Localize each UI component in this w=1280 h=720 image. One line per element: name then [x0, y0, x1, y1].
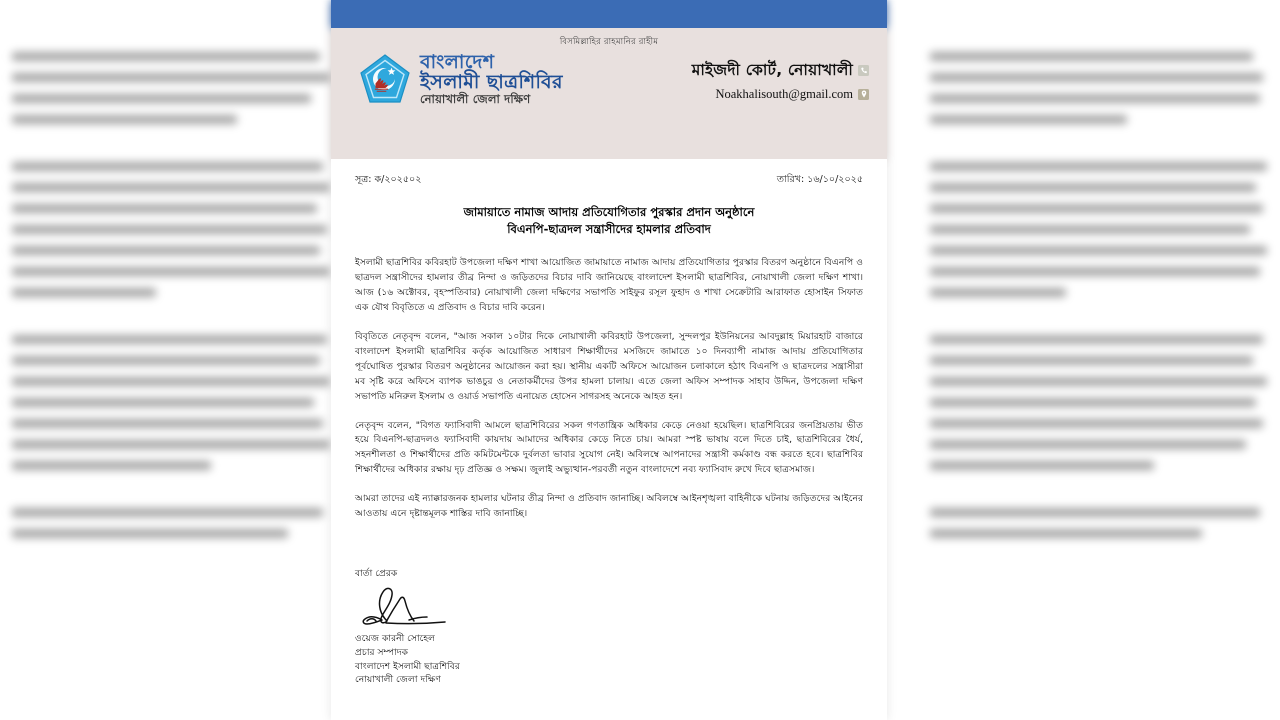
signer-designation: প্রচার সম্পাদক	[355, 646, 409, 658]
brand-line-3: নোয়াখালী জেলা দক্ষিণ	[420, 92, 531, 106]
bismillah-text: বিসমিল্লাহির রাহমানির রাহীম	[559, 37, 659, 47]
document-page	[331, 0, 887, 720]
contact-email: Noakhalisouth@gmail.com	[715, 86, 853, 101]
reference-number: সূত্র: ক/২০২৫০২	[355, 174, 422, 185]
background-text-right	[916, 0, 1280, 720]
contact-block	[692, 54, 873, 105]
sender-label: বার্তা প্রেরক	[355, 567, 398, 579]
document-body	[331, 159, 887, 687]
handwritten-signature-icon	[353, 583, 463, 629]
brand-line-2: ইসলামী ছাত্রশিবির	[420, 71, 563, 93]
paragraph-4: আমরা তাদের এই ন্যাক্কারজনক হামলার ঘটনার তীব্র নিন্দা ও প্রতিবাদ জানাচ্ছি। অবিলম্বে আইনশৃঙ্খলা বাহিনীকে ঘটনায় জড়িতদের আইনের আওতায় এনে দৃষ্টান্তমূলক শাস্তির দাবি জানাচ্ছি।	[355, 493, 863, 520]
brand-line-1: বাংলাদেশ	[420, 51, 495, 73]
signature-block	[347, 566, 871, 687]
contact-address: মাইজদী কোর্ট, নোয়াখালী	[691, 60, 853, 79]
paragraph-2: বিবৃতিতে নেতৃবৃন্দ বলেন, "আজ সকাল ১০টার দিকে নোয়াখালী কবিরহাট উপজেলা, সুন্দলপুর ইউনিয়নের আবদুল্লাহ মিয়ারহাট বাজারে বাংলাদেশ ইসলামী ছাত্রশিবির কর্তৃক আয়োজিত সাধারণ শিক্ষার্থীদের মসজিদে জামাতে ১০ দিনব্যাপী নামাজ আদায় প্রতিযোগিতার পূর্বঘোষিত পুরস্কার বিতরণ অনুষ্ঠানের আয়োজন করা হয়। স্থানীয় একটি অফিসে আয়োজন চলাকালে হঠাৎ বিএনপি ও ছাত্রদলের সন্ত্রাসীরা মব সৃষ্টি করে অফিসে ব্যাপক ভাঙচুর ও নেতাকর্মীদের উপর হামলা চালায়। এতে জেলা অফিস সম্পাদক সাহাব উদ্দিন, উপজেলা দক্ষিণ সভাপতি মনিরুল ইসলাম ও ওয়ার্ড সভাপতি এনায়েত হোসেন সাগরসহ অনেকে আহত হন।	[355, 330, 863, 402]
signer-unit: নোয়াখালী জেলা দক্ষিণ	[355, 674, 441, 686]
contact-address-row	[692, 58, 869, 84]
brand-text	[420, 53, 563, 106]
reference-date-row	[347, 159, 871, 188]
signer-name: ওয়েজ কারনী সোহেল	[355, 632, 436, 644]
page-title	[347, 204, 871, 237]
letterhead	[331, 28, 887, 159]
pentagon-crescent-star-logo-icon	[359, 53, 411, 105]
top-blue-bar	[331, 0, 887, 28]
background-text-left	[0, 0, 351, 720]
title-line-1: জামায়াতে নামাজ আদায় প্রতিযোগিতার পুরস্কার প্রদান অনুষ্ঠানে	[463, 205, 755, 219]
location-pin-icon	[858, 89, 869, 100]
brand-block	[359, 53, 563, 106]
contact-email-row	[692, 87, 869, 102]
paragraph-3: নেতৃবৃন্দ বলেন, "বিগত ফ্যাসিবাদী আমলে ছাত্রশিবিরের সকল গণতান্ত্রিক অধিকার কেড়ে নেওয়া হয়েছিল। ছাত্রশিবিরের জনপ্রিয়তায় ভীত হয়ে বিএনপি-ছাত্রদলও ফ্যাসিবাদী কায়দায় আমাদের অধিকার কেড়ে নিতে চায়। আমরা স্পষ্ট ভাষায় বলে দিতে চাই, ছাত্রশিবিরের ধৈর্য, সহনশীলতা ও শিক্ষার্থীদের প্রতি কমিটমেন্টকে দুর্বলতা ভাবার সুযোগ নেই। অবিলম্বে আপনাদের সন্ত্রাসী কর্মকাণ্ড বন্ধ করতে হবে। ছাত্রশিবির শিক্ষার্থীদের অধিকার রক্ষায় দৃঢ় প্রতিজ্ঞ ও সক্ষম। জুলাই অভ্যুত্থান-পরবর্তী নতুন বাংলাদেশে নব্য ফ্যাসিবাদ রুখে দিবে ছাত্রসমাজ।	[355, 419, 863, 476]
letterhead-row	[331, 49, 887, 106]
signer-organization: বাংলাদেশ ইসলামী ছাত্রশিবির	[355, 660, 460, 672]
document-date: তারিখ: ১৬/১০/২০২৫	[776, 174, 863, 185]
title-line-2: বিএনপি-ছাত্রদল সন্ত্রাসীদের হামলার প্রতিবাদ	[507, 221, 711, 236]
phone-icon	[858, 65, 869, 76]
paragraph-1: ইসলামী ছাত্রশিবির কবিরহাট উপজেলা দক্ষিণ শাখা আয়োজিত জামায়াতে নামাজ আদায় প্রতিযোগিতার পুরস্কার বিতরণ অনুষ্ঠানে বিএনপি ও ছাত্রদল সন্ত্রাসীদের হামলার তীব্র নিন্দা ও জড়িতদের বিচার দাবি জানিয়েছে বাংলাদেশ ইসলামী ছাত্রশিবির, নোয়াখালী জেলা দক্ষিণ শাখা। আজ (১৬ অক্টোবর, বৃহস্পতিবার) নোয়াখালী জেলা দক্ষিণের সভাপতি সাইফুর রসূল ফুহাদ ও শাখা সেক্রেটারি আরাফাত হোসাইন সিফাত এক যৌথ বিবৃতিতে এ প্রতিবাদ ও বিচার দাবি করেন।	[355, 257, 863, 314]
